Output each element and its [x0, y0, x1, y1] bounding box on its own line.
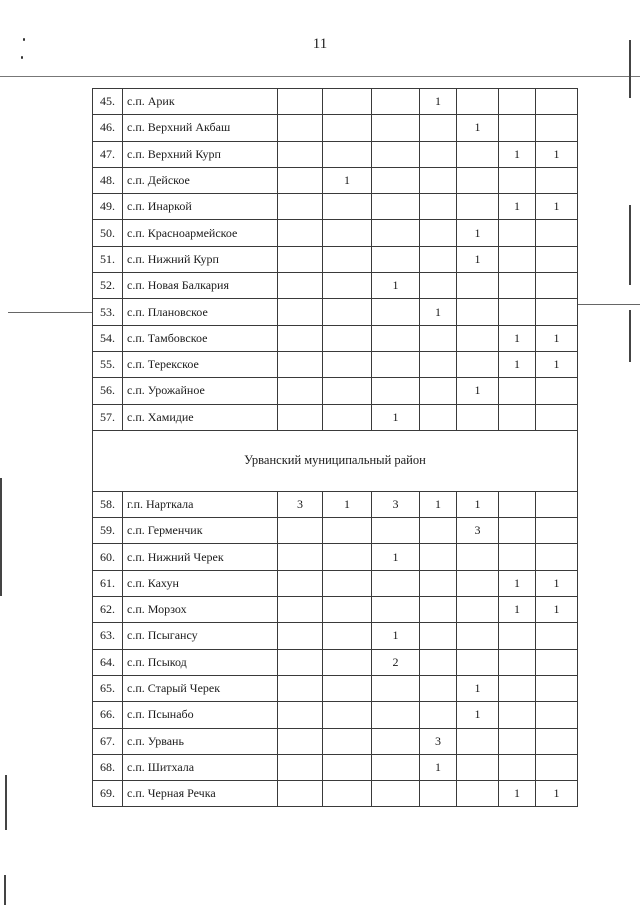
- table-row: [93, 649, 578, 675]
- value-cell-1: [278, 325, 323, 351]
- scan-artifact-dot-1: [23, 38, 25, 41]
- value-cell-4: 1: [420, 299, 457, 325]
- value-cell-3: [372, 194, 420, 220]
- settlement-name: с.п. Урожайное: [123, 378, 278, 404]
- value-cell-7: [536, 220, 578, 246]
- value-cell-7: 1: [536, 194, 578, 220]
- value-cell-4: [420, 325, 457, 351]
- value-cell-4: [420, 623, 457, 649]
- value-cell-2: [323, 570, 372, 596]
- value-cell-5: [457, 299, 499, 325]
- value-cell-6: [499, 702, 536, 728]
- table-row: [93, 491, 578, 517]
- row-number: 59.: [93, 518, 123, 544]
- value-cell-2: [323, 220, 372, 246]
- value-cell-1: [278, 220, 323, 246]
- value-cell-1: [278, 649, 323, 675]
- value-cell-7: [536, 702, 578, 728]
- value-cell-2: [323, 378, 372, 404]
- row-number: 65.: [93, 675, 123, 701]
- value-cell-5: 1: [457, 702, 499, 728]
- section-row: [93, 430, 578, 491]
- table-row: [93, 89, 578, 115]
- table-row: [93, 754, 578, 780]
- value-cell-3: [372, 141, 420, 167]
- value-cell-1: [278, 299, 323, 325]
- value-cell-7: [536, 728, 578, 754]
- value-cell-3: 1: [372, 273, 420, 299]
- value-cell-5: 1: [457, 491, 499, 517]
- value-cell-5: [457, 404, 499, 430]
- value-cell-3: [372, 351, 420, 377]
- value-cell-1: [278, 378, 323, 404]
- table-row: [93, 194, 578, 220]
- value-cell-7: 1: [536, 597, 578, 623]
- value-cell-2: [323, 89, 372, 115]
- table-section: [93, 430, 578, 491]
- value-cell-7: [536, 675, 578, 701]
- value-cell-4: [420, 518, 457, 544]
- value-cell-6: [499, 518, 536, 544]
- value-cell-5: 1: [457, 115, 499, 141]
- value-cell-1: [278, 597, 323, 623]
- value-cell-1: [278, 675, 323, 701]
- value-cell-4: [420, 351, 457, 377]
- value-cell-1: [278, 518, 323, 544]
- row-number: 48.: [93, 167, 123, 193]
- value-cell-5: [457, 325, 499, 351]
- value-cell-3: [372, 518, 420, 544]
- value-cell-3: [372, 220, 420, 246]
- value-cell-6: [499, 728, 536, 754]
- value-cell-5: [457, 273, 499, 299]
- row-number: 45.: [93, 89, 123, 115]
- table-row: [93, 220, 578, 246]
- value-cell-4: [420, 702, 457, 728]
- table-row: [93, 273, 578, 299]
- value-cell-1: [278, 273, 323, 299]
- value-cell-6: [499, 623, 536, 649]
- row-number: 58.: [93, 491, 123, 517]
- value-cell-5: 1: [457, 675, 499, 701]
- value-cell-1: [278, 194, 323, 220]
- value-cell-3: [372, 246, 420, 272]
- value-cell-5: [457, 194, 499, 220]
- value-cell-5: [457, 544, 499, 570]
- value-cell-2: [323, 299, 372, 325]
- settlement-name: с.п. Урвань: [123, 728, 278, 754]
- scan-artifact-left-edge-low: [5, 775, 7, 830]
- value-cell-6: 1: [499, 781, 536, 807]
- value-cell-3: [372, 325, 420, 351]
- value-cell-6: 1: [499, 141, 536, 167]
- settlement-name: с.п. Герменчик: [123, 518, 278, 544]
- value-cell-5: [457, 728, 499, 754]
- value-cell-2: [323, 325, 372, 351]
- value-cell-6: [499, 115, 536, 141]
- settlement-name: с.п. Хамидие: [123, 404, 278, 430]
- value-cell-3: [372, 702, 420, 728]
- table-row: [93, 781, 578, 807]
- settlement-name: с.п. Инаркой: [123, 194, 278, 220]
- value-cell-2: [323, 246, 372, 272]
- settlement-name: с.п. Нижний Черек: [123, 544, 278, 570]
- scan-artifact-right-edge-low: [629, 310, 631, 362]
- value-cell-3: 1: [372, 544, 420, 570]
- value-cell-4: [420, 220, 457, 246]
- value-cell-1: [278, 141, 323, 167]
- value-cell-3: 3: [372, 491, 420, 517]
- row-number: 50.: [93, 220, 123, 246]
- value-cell-3: [372, 299, 420, 325]
- scan-artifact-mid-rule-left: [8, 312, 92, 313]
- value-cell-6: [499, 544, 536, 570]
- value-cell-1: [278, 781, 323, 807]
- value-cell-2: [323, 115, 372, 141]
- value-cell-7: [536, 273, 578, 299]
- row-number: 57.: [93, 404, 123, 430]
- value-cell-5: [457, 754, 499, 780]
- row-number: 49.: [93, 194, 123, 220]
- table-row: [93, 623, 578, 649]
- value-cell-5: [457, 597, 499, 623]
- row-number: 52.: [93, 273, 123, 299]
- row-number: 51.: [93, 246, 123, 272]
- scan-artifact-left-edge-bottom: [4, 875, 6, 905]
- scan-artifact-right-edge-mid: [629, 205, 631, 285]
- row-number: 63.: [93, 623, 123, 649]
- settlement-name: с.п. Псыкод: [123, 649, 278, 675]
- value-cell-2: [323, 141, 372, 167]
- value-cell-1: [278, 246, 323, 272]
- value-cell-4: [420, 597, 457, 623]
- table-row: [93, 728, 578, 754]
- table-body-part2: [93, 491, 578, 807]
- value-cell-6: [499, 273, 536, 299]
- value-cell-3: [372, 89, 420, 115]
- table-row: [93, 115, 578, 141]
- value-cell-5: 1: [457, 246, 499, 272]
- value-cell-4: [420, 544, 457, 570]
- value-cell-4: [420, 273, 457, 299]
- value-cell-4: [420, 570, 457, 596]
- value-cell-2: [323, 728, 372, 754]
- value-cell-4: 1: [420, 491, 457, 517]
- value-cell-7: [536, 623, 578, 649]
- value-cell-6: [499, 299, 536, 325]
- value-cell-2: 1: [323, 167, 372, 193]
- value-cell-4: [420, 404, 457, 430]
- value-cell-5: [457, 781, 499, 807]
- value-cell-2: [323, 623, 372, 649]
- value-cell-7: [536, 378, 578, 404]
- table-row: [93, 404, 578, 430]
- value-cell-4: [420, 781, 457, 807]
- value-cell-2: [323, 404, 372, 430]
- value-cell-5: [457, 167, 499, 193]
- value-cell-4: 3: [420, 728, 457, 754]
- row-number: 55.: [93, 351, 123, 377]
- settlement-name: с.п. Терекское: [123, 351, 278, 377]
- value-cell-5: 1: [457, 378, 499, 404]
- section-title: Урванский муниципальный район: [93, 430, 578, 491]
- value-cell-1: [278, 544, 323, 570]
- value-cell-2: [323, 351, 372, 377]
- value-cell-3: 1: [372, 623, 420, 649]
- value-cell-2: [323, 518, 372, 544]
- settlement-table: [92, 88, 578, 807]
- row-number: 67.: [93, 728, 123, 754]
- settlement-name: с.п. Псыгансу: [123, 623, 278, 649]
- value-cell-5: [457, 649, 499, 675]
- table-row: [93, 702, 578, 728]
- value-cell-7: [536, 167, 578, 193]
- value-cell-3: [372, 378, 420, 404]
- table-row: [93, 570, 578, 596]
- row-number: 56.: [93, 378, 123, 404]
- value-cell-5: 3: [457, 518, 499, 544]
- row-number: 54.: [93, 325, 123, 351]
- value-cell-3: 1: [372, 404, 420, 430]
- value-cell-7: [536, 89, 578, 115]
- settlement-name: с.п. Шитхала: [123, 754, 278, 780]
- page-number: 11: [312, 36, 328, 52]
- value-cell-4: 1: [420, 754, 457, 780]
- value-cell-1: [278, 623, 323, 649]
- settlement-name: с.п. Черная Речка: [123, 781, 278, 807]
- scan-artifact-left-edge-mid: [0, 478, 2, 596]
- value-cell-2: [323, 702, 372, 728]
- value-cell-7: [536, 491, 578, 517]
- settlement-name: с.п. Красноармейское: [123, 220, 278, 246]
- settlement-name: с.п. Арик: [123, 89, 278, 115]
- value-cell-5: [457, 623, 499, 649]
- value-cell-1: [278, 404, 323, 430]
- value-cell-5: [457, 570, 499, 596]
- row-number: 62.: [93, 597, 123, 623]
- table-body-part1: [93, 89, 578, 431]
- value-cell-2: [323, 649, 372, 675]
- value-cell-5: [457, 141, 499, 167]
- table-row: [93, 378, 578, 404]
- scan-artifact-mid-rule-right: [578, 304, 640, 305]
- settlement-name: с.п. Верхний Акбаш: [123, 115, 278, 141]
- row-number: 66.: [93, 702, 123, 728]
- row-number: 60.: [93, 544, 123, 570]
- scan-artifact-top-rule: [0, 76, 640, 77]
- value-cell-4: [420, 194, 457, 220]
- value-cell-3: [372, 728, 420, 754]
- table-row: [93, 675, 578, 701]
- value-cell-7: [536, 649, 578, 675]
- value-cell-3: [372, 167, 420, 193]
- settlement-name: г.п. Нарткала: [123, 491, 278, 517]
- value-cell-2: [323, 194, 372, 220]
- table-row: [93, 544, 578, 570]
- value-cell-6: 1: [499, 570, 536, 596]
- table-row: [93, 167, 578, 193]
- settlement-name: с.п. Псынабо: [123, 702, 278, 728]
- value-cell-6: [499, 491, 536, 517]
- value-cell-7: [536, 544, 578, 570]
- value-cell-1: [278, 167, 323, 193]
- table-row: [93, 325, 578, 351]
- scan-artifact-right-edge-top: [629, 40, 631, 98]
- value-cell-6: 1: [499, 351, 536, 377]
- value-cell-7: [536, 518, 578, 544]
- value-cell-6: [499, 378, 536, 404]
- value-cell-1: [278, 570, 323, 596]
- value-cell-5: [457, 89, 499, 115]
- value-cell-2: [323, 754, 372, 780]
- settlement-name: с.п. Плановское: [123, 299, 278, 325]
- value-cell-3: [372, 675, 420, 701]
- settlement-name: с.п. Нижний Курп: [123, 246, 278, 272]
- value-cell-6: 1: [499, 325, 536, 351]
- table-row: [93, 299, 578, 325]
- value-cell-1: [278, 351, 323, 377]
- value-cell-4: [420, 649, 457, 675]
- value-cell-3: [372, 597, 420, 623]
- value-cell-7: 1: [536, 141, 578, 167]
- row-number: 68.: [93, 754, 123, 780]
- value-cell-1: 3: [278, 491, 323, 517]
- value-cell-1: [278, 728, 323, 754]
- value-cell-2: [323, 675, 372, 701]
- value-cell-7: 1: [536, 351, 578, 377]
- value-cell-6: [499, 754, 536, 780]
- value-cell-7: [536, 246, 578, 272]
- row-number: 46.: [93, 115, 123, 141]
- value-cell-7: 1: [536, 570, 578, 596]
- value-cell-3: [372, 781, 420, 807]
- table-row: [93, 246, 578, 272]
- value-cell-3: [372, 570, 420, 596]
- settlement-name: с.п. Тамбовское: [123, 325, 278, 351]
- settlement-name: с.п. Кахун: [123, 570, 278, 596]
- row-number: 53.: [93, 299, 123, 325]
- value-cell-4: [420, 167, 457, 193]
- value-cell-6: [499, 246, 536, 272]
- value-cell-4: [420, 246, 457, 272]
- value-cell-3: 2: [372, 649, 420, 675]
- value-cell-4: [420, 378, 457, 404]
- value-cell-4: 1: [420, 89, 457, 115]
- settlement-name: с.п. Морзох: [123, 597, 278, 623]
- value-cell-7: [536, 115, 578, 141]
- value-cell-4: [420, 675, 457, 701]
- value-cell-4: [420, 141, 457, 167]
- row-number: 61.: [93, 570, 123, 596]
- settlement-name: с.п. Верхний Курп: [123, 141, 278, 167]
- value-cell-7: [536, 404, 578, 430]
- value-cell-5: 1: [457, 220, 499, 246]
- value-cell-1: [278, 89, 323, 115]
- value-cell-7: [536, 299, 578, 325]
- value-cell-7: [536, 754, 578, 780]
- table-row: [93, 141, 578, 167]
- value-cell-6: 1: [499, 597, 536, 623]
- value-cell-2: [323, 781, 372, 807]
- value-cell-3: [372, 754, 420, 780]
- row-number: 69.: [93, 781, 123, 807]
- value-cell-2: [323, 597, 372, 623]
- table-row: [93, 518, 578, 544]
- value-cell-2: [323, 273, 372, 299]
- row-number: 47.: [93, 141, 123, 167]
- settlement-name: с.п. Новая Балкария: [123, 273, 278, 299]
- value-cell-7: 1: [536, 325, 578, 351]
- value-cell-1: [278, 754, 323, 780]
- settlement-name: с.п. Старый Черек: [123, 675, 278, 701]
- row-number: 64.: [93, 649, 123, 675]
- value-cell-1: [278, 702, 323, 728]
- value-cell-6: [499, 404, 536, 430]
- value-cell-2: 1: [323, 491, 372, 517]
- value-cell-6: [499, 167, 536, 193]
- value-cell-1: [278, 115, 323, 141]
- scan-artifact-dot-2: [21, 56, 23, 59]
- value-cell-6: 1: [499, 194, 536, 220]
- value-cell-6: [499, 675, 536, 701]
- value-cell-6: [499, 220, 536, 246]
- value-cell-6: [499, 89, 536, 115]
- value-cell-3: [372, 115, 420, 141]
- value-cell-4: [420, 115, 457, 141]
- table-row: [93, 351, 578, 377]
- value-cell-5: [457, 351, 499, 377]
- settlement-name: с.п. Дейское: [123, 167, 278, 193]
- value-cell-6: [499, 649, 536, 675]
- table-row: [93, 597, 578, 623]
- value-cell-7: 1: [536, 781, 578, 807]
- value-cell-2: [323, 544, 372, 570]
